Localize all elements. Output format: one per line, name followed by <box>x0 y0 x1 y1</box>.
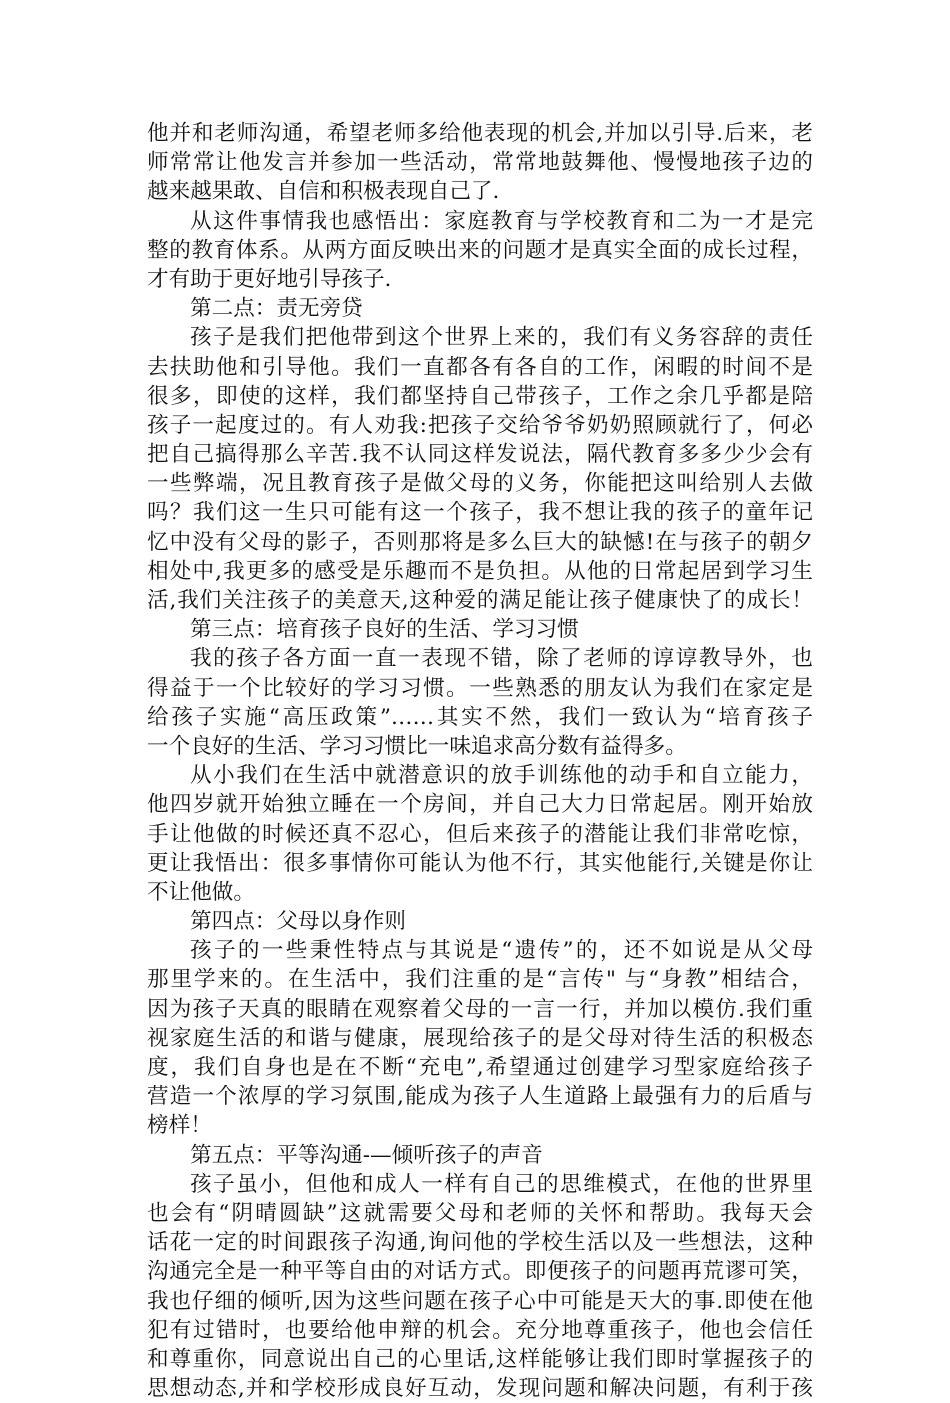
text-line: 第三点：培育孩子良好的生活、学习习惯 <box>190 617 579 643</box>
text-line: 沟通完全是一种平等自由的对话方式。即便孩子的问题再荒谬可笑， <box>147 1259 813 1285</box>
text-line: 从小我们在生活中就潜意识的放手训练他的动手和自立能力， <box>190 763 813 789</box>
text-line: 活,我们关注孩子的美意天,这种爱的满足能让孩子健康快了的成长！ <box>147 588 813 613</box>
text-line: 吗？我们这一生只可能有这一个孩子，我不想让我的孩子的童年记 <box>147 500 813 526</box>
text-line: 从这件事情我也感悟出：家庭教育与学校教育和二为一才是完 <box>190 208 813 234</box>
text-line: 给孩子实施“高压政策”……其实不然，我们一致认为“培育孩子 <box>147 704 813 730</box>
text-line: 视家庭生活的和谐与健康，展现给孩子的是父母对待生活的积极态 <box>147 1025 813 1051</box>
text-line: 话花一定的时间跟孩子沟通,询问他的学校生活以及一些想法，这种 <box>147 1230 813 1256</box>
text-line: 他四岁就开始独立睡在一个房间，并自己大力日常起居。刚开始放 <box>147 792 813 818</box>
text-line: 越来越果敢、自信和积极表现自己了. <box>147 179 500 205</box>
text-line: 手让他做的时候还真不忍心，但后来孩子的潜能让我们非常吃惊， <box>147 821 813 847</box>
text-line: 第五点：平等沟通-—倾听孩子的声音 <box>190 1142 543 1168</box>
document-body <box>147 119 813 1403</box>
text-line: 相处中,我更多的感受是乐趣而不是负担。从他的日常起居到学习生 <box>147 558 813 584</box>
text-line: 思想动态,并和学校形成良好互动，发现问题和解决问题，有利于孩 <box>147 1376 813 1402</box>
text-line: 也会有“阴晴圆缺”这就需要父母和老师的关怀和帮助。我每天会 <box>147 1200 813 1226</box>
text-line: 孩子是我们把他带到这个世界上来的，我们有义务容辞的责任 <box>190 325 813 351</box>
text-line: 把自己搞得那么辛苦.我不认同这样发说法，隔代教育多多少少会有 <box>147 442 813 468</box>
text-line: 孩子的一些秉性特点与其说是“遗传”的，还不如说是从父母 <box>190 938 813 964</box>
text-line: 很多，即使的这样，我们都坚持自己带孩子，工作之余几乎都是陪 <box>147 383 813 409</box>
text-line: 整的教育体系。从两方面反映出来的问题才是真实全面的成长过程， <box>147 237 813 263</box>
text-line: 更让我悟出：很多事情你可能认为他不行，其实他能行,关键是你让 <box>147 850 813 876</box>
text-line: 孩子一起度过的。有人劝我:把孩子交给爷爷奶奶照顾就行了，何必 <box>147 412 813 438</box>
text-line: 度，我们自身也是在不断“充电”,希望通过创建学习型家庭给孩子 <box>147 1055 813 1080</box>
text-line: 一些弊端，况且教育孩子是做父母的义务，你能把这叫给别人去做 <box>147 471 813 497</box>
text-line: 第四点：父母以身作则 <box>190 909 406 935</box>
text-line: 忆中没有父母的影子，否则那将是多么巨大的缺憾!在与孩子的朝夕 <box>147 529 813 555</box>
text-line: 师常常让他发言并参加一些活动，常常地鼓舞他、慢慢地孩子边的 <box>147 150 813 176</box>
text-line: 才有助于更好地引导孩子. <box>147 266 392 292</box>
text-line: 那里学来的。在生活中，我们注重的是“言传" 与“身教”相结合， <box>147 967 813 993</box>
text-line: 犯有过错时，也要给他申辩的机会。充分地尊重孩子，他也会信任 <box>147 1317 813 1343</box>
text-line: 我也仔细的倾听,因为这些问题在孩子心中可能是天大的事.即使在他 <box>147 1288 813 1314</box>
text-line: 一个良好的生活、学习习惯比一味追求高分数有益得多。 <box>147 733 687 759</box>
text-line: 孩子虽小，但他和成人一样有自己的思维模式，在他的世界里 <box>190 1171 813 1197</box>
text-line: 第二点：责无旁贷 <box>190 296 363 322</box>
text-line: 因为孩子天真的眼睛在观察着父母的一言一行，并加以模仿.我们重 <box>147 996 813 1022</box>
text-line: 我的孩子各方面一直一表现不错，除了老师的谆谆教导外，也 <box>190 646 813 672</box>
text-line: 得益于一个比较好的学习习惯。一些熟悉的朋友认为我们在家定是 <box>147 675 813 701</box>
text-line: 不让他做。 <box>147 879 255 905</box>
text-line: 和尊重你，同意说出自己的心里话,这样能够让我们即时掌握孩子的 <box>147 1346 813 1372</box>
text-line: 营造一个浓厚的学习氛围,能成为孩子人生道路上最强有力的后盾与 <box>147 1084 813 1110</box>
text-line: 榜样！ <box>147 1113 212 1139</box>
text-line: 他并和老师沟通，希望老师多给他表现的机会,并加以引导.后来，老 <box>147 121 813 146</box>
text-line: 去扶助他和引导他。我们一直都各有各自的工作，闲暇的时间不是 <box>147 354 813 380</box>
